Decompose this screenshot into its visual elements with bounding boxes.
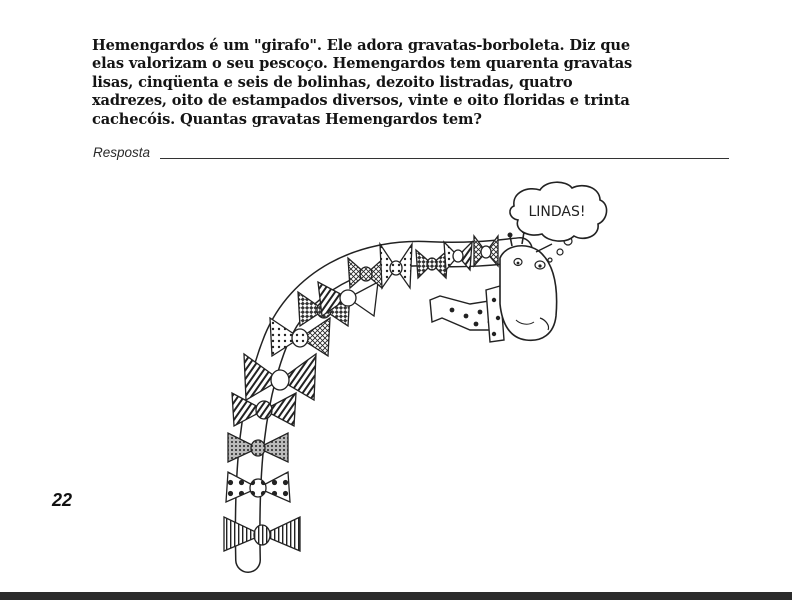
scarf xyxy=(430,286,504,342)
scan-bottom-edge xyxy=(0,592,792,600)
bow-tie xyxy=(224,517,300,551)
problem-line-1: Hemengardos é um "girafo". Ele adora gravatas-borboleta. Diz que xyxy=(92,37,630,54)
thought-bubble-text: LINDAS! xyxy=(528,204,586,220)
problem-line-3: lisas, cinqüenta e seis de bolinhas, dezoito listradas, quatro xyxy=(92,73,573,91)
page-number: 22 xyxy=(52,490,73,510)
problem-line-4: xadrezes, oito de estampados diversos, vinte e oito floridas e trinta xyxy=(92,92,630,110)
answer-label: Resposta xyxy=(93,145,151,160)
problem-line-2: elas valorizam o seu pescoço. Hemengardos tem quarenta gravatas xyxy=(92,55,633,73)
problem-line-5: cachecóis. Quantas gravatas Hemengardos tem? xyxy=(92,110,482,128)
